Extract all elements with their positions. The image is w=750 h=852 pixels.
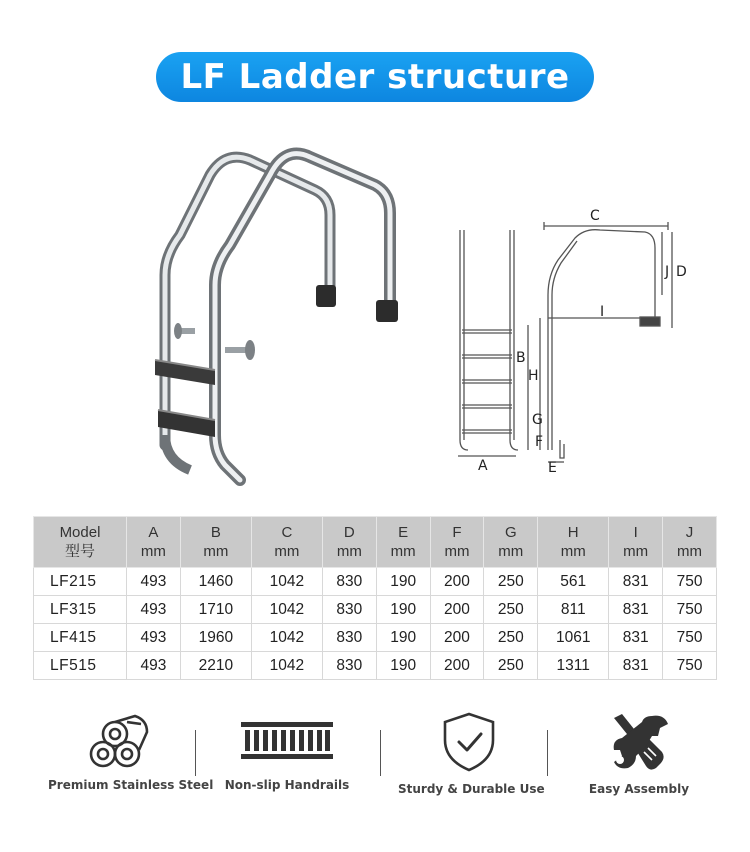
- ladder-product-image: [140, 135, 410, 495]
- value-cell: 1061: [538, 624, 609, 652]
- value-cell: 200: [430, 652, 484, 680]
- feature-assembly: [580, 710, 698, 796]
- column-header-i: [609, 517, 663, 568]
- model-cell: LF515: [34, 652, 127, 680]
- value-cell: 200: [430, 596, 484, 624]
- divider: [380, 730, 381, 776]
- value-cell: 493: [127, 568, 181, 596]
- header-name: A: [148, 524, 159, 541]
- column-header-g: [484, 517, 538, 568]
- header-unit: mm: [203, 543, 229, 560]
- feature-label: Easy Assembly: [588, 782, 690, 796]
- header-name: E: [398, 524, 409, 541]
- value-cell: 250: [484, 652, 538, 680]
- value-cell: 1960: [180, 624, 251, 652]
- value-cell: 1710: [180, 596, 251, 624]
- dim-label-a: A: [478, 458, 488, 474]
- value-cell: 750: [663, 568, 717, 596]
- header-name: D: [343, 524, 355, 541]
- value-cell: 831: [609, 624, 663, 652]
- value-cell: 190: [376, 652, 430, 680]
- header-unit: 型号: [64, 543, 95, 560]
- column-header-c: [251, 517, 322, 568]
- column-header-f: [430, 517, 484, 568]
- value-cell: 830: [322, 624, 376, 652]
- value-cell: 190: [376, 596, 430, 624]
- value-cell: 1042: [251, 596, 322, 624]
- header-unit: mm: [336, 543, 362, 560]
- tools-icon: [606, 710, 672, 774]
- dim-label-g: G: [532, 412, 543, 428]
- header-unit: mm: [444, 543, 470, 560]
- value-cell: 830: [322, 652, 376, 680]
- table-row: [34, 596, 717, 624]
- header-name: H: [567, 524, 579, 541]
- feature-durable: [398, 710, 545, 796]
- header-name: Model: [59, 524, 101, 541]
- specs-table: [33, 516, 717, 680]
- feature-handrails: [222, 710, 352, 792]
- table-header-row: [34, 517, 717, 568]
- column-header-j: [663, 517, 717, 568]
- table-row: [34, 568, 717, 596]
- dimension-diagram: [440, 200, 690, 475]
- dim-label-j: J: [665, 264, 670, 280]
- divider: [195, 730, 196, 776]
- value-cell: 750: [663, 624, 717, 652]
- header-name: J: [685, 524, 694, 541]
- dim-label-b: B: [516, 350, 526, 366]
- value-cell: 493: [127, 596, 181, 624]
- column-header-b: [180, 517, 251, 568]
- value-cell: 811: [538, 596, 609, 624]
- value-cell: 250: [484, 624, 538, 652]
- feature-stainless-steel: [48, 710, 214, 792]
- header-unit: mm: [623, 543, 649, 560]
- dim-label-d: D: [676, 264, 687, 280]
- value-cell: 200: [430, 624, 484, 652]
- shield-check-icon: [439, 710, 499, 774]
- value-cell: 830: [322, 596, 376, 624]
- divider: [547, 730, 548, 776]
- value-cell: 750: [663, 596, 717, 624]
- value-cell: 493: [127, 652, 181, 680]
- value-cell: 831: [609, 568, 663, 596]
- value-cell: 250: [484, 596, 538, 624]
- header-name: C: [281, 524, 293, 541]
- model-cell: LF315: [34, 596, 127, 624]
- column-header-h: [538, 517, 609, 568]
- page-title: LF Ladder structure: [156, 52, 594, 102]
- column-header-model: [34, 517, 127, 568]
- value-cell: 750: [663, 652, 717, 680]
- header-unit: mm: [677, 543, 703, 560]
- value-cell: 2210: [180, 652, 251, 680]
- header-name: F: [452, 524, 462, 541]
- header-unit: mm: [140, 543, 166, 560]
- value-cell: 831: [609, 596, 663, 624]
- value-cell: 830: [322, 568, 376, 596]
- header-name: B: [210, 524, 221, 541]
- value-cell: 561: [538, 568, 609, 596]
- dim-label-e: E: [548, 460, 557, 475]
- column-header-a: [127, 517, 181, 568]
- dim-label-i: I: [600, 304, 605, 320]
- value-cell: 831: [609, 652, 663, 680]
- value-cell: 1042: [251, 624, 322, 652]
- steel-pipes-icon: [83, 710, 153, 770]
- header-unit: mm: [560, 543, 586, 560]
- column-header-d: [322, 517, 376, 568]
- value-cell: 493: [127, 624, 181, 652]
- feature-label: Premium Stainless Steel: [48, 778, 214, 792]
- dim-label-h: H: [528, 368, 539, 384]
- model-cell: LF215: [34, 568, 127, 596]
- value-cell: 1460: [180, 568, 251, 596]
- dim-label-c: C: [590, 208, 600, 224]
- column-header-e: [376, 517, 430, 568]
- value-cell: 250: [484, 568, 538, 596]
- table-row: [34, 652, 717, 680]
- dim-label-f: F: [535, 434, 544, 450]
- model-cell: LF415: [34, 624, 127, 652]
- value-cell: 200: [430, 568, 484, 596]
- header-name: I: [633, 524, 638, 541]
- header-unit: mm: [498, 543, 524, 560]
- feature-label: Non-slip Handrails: [224, 778, 350, 792]
- feature-label: Sturdy & Durable Use: [398, 782, 545, 796]
- value-cell: 1311: [538, 652, 609, 680]
- table-row: [34, 624, 717, 652]
- value-cell: 190: [376, 624, 430, 652]
- header-unit: mm: [274, 543, 300, 560]
- value-cell: 190: [376, 568, 430, 596]
- value-cell: 1042: [251, 652, 322, 680]
- header-unit: mm: [390, 543, 416, 560]
- value-cell: 1042: [251, 568, 322, 596]
- handrail-grip-icon: [239, 710, 335, 770]
- header-name: G: [504, 524, 517, 541]
